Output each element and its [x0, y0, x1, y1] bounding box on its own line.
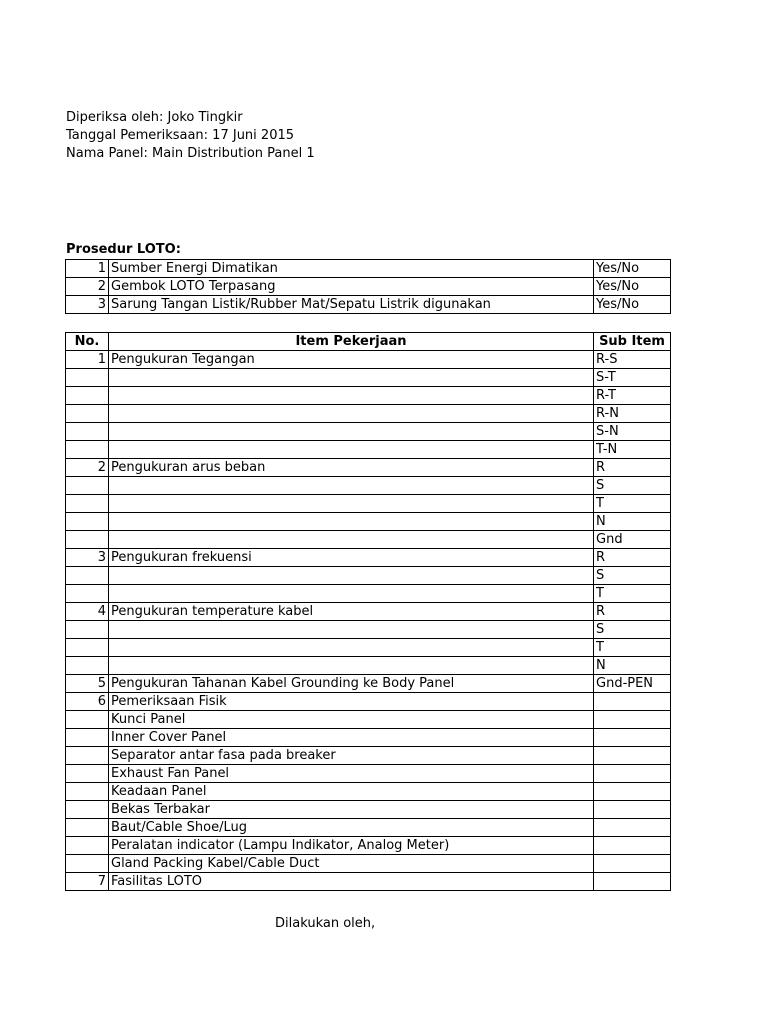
- table-row: [66, 621, 671, 639]
- sub-item-cell: [594, 729, 671, 747]
- row-number-cell: [66, 729, 109, 747]
- row-number-cell: [66, 423, 109, 441]
- row-number-cell: [66, 747, 109, 765]
- table-row: [66, 801, 671, 819]
- sub-item-cell: [594, 747, 671, 765]
- sub-item-cell: [594, 819, 671, 837]
- loto-procedure-table: [65, 259, 671, 314]
- row-number-cell: [66, 567, 109, 585]
- work-item-cell: Separator antar fasa pada breaker: [109, 747, 594, 765]
- sub-item-cell: S-N: [594, 423, 671, 441]
- table-row: [66, 783, 671, 801]
- work-item-cell: Pengukuran Tegangan: [109, 351, 594, 369]
- sub-item-cell: T: [594, 495, 671, 513]
- sub-item-cell: T: [594, 585, 671, 603]
- panel-name-line: Nama Panel: Main Distribution Panel 1: [66, 146, 315, 161]
- row-number-cell: [66, 585, 109, 603]
- row-number-cell: [66, 513, 109, 531]
- table-row: [66, 873, 671, 891]
- row-number-cell: 3: [66, 549, 109, 567]
- table-row: [66, 477, 671, 495]
- row-number-cell: 3: [66, 296, 109, 314]
- table-row: [66, 513, 671, 531]
- table-row: [66, 837, 671, 855]
- yes-no-cell: Yes/No: [594, 260, 671, 278]
- table-row: [66, 423, 671, 441]
- row-number-cell: [66, 621, 109, 639]
- row-number-cell: [66, 783, 109, 801]
- work-item-cell: [109, 369, 594, 387]
- work-item-cell: [109, 567, 594, 585]
- inspection-date-line: Tanggal Pemeriksaan: 17 Juni 2015: [66, 128, 295, 143]
- table-header-row: [66, 333, 671, 351]
- sub-item-cell: S: [594, 621, 671, 639]
- row-number-cell: 1: [66, 260, 109, 278]
- sub-item-cell: T-N: [594, 441, 671, 459]
- table-row: [66, 549, 671, 567]
- sub-item-cell: [594, 783, 671, 801]
- sub-item-cell: [594, 765, 671, 783]
- table-row: [66, 351, 671, 369]
- signature-label: Dilakukan oleh,: [275, 916, 376, 931]
- work-item-cell: [109, 531, 594, 549]
- row-number-cell: [66, 765, 109, 783]
- table-row: [66, 369, 671, 387]
- work-item-cell: Bekas Terbakar: [109, 801, 594, 819]
- work-item-cell: [109, 477, 594, 495]
- sub-item-cell: R: [594, 459, 671, 477]
- sub-item-cell: N: [594, 657, 671, 675]
- work-item-cell: Pengukuran frekuensi: [109, 549, 594, 567]
- table-row: [66, 747, 671, 765]
- sub-item-cell: T: [594, 639, 671, 657]
- table-row: [66, 639, 671, 657]
- row-number-cell: 7: [66, 873, 109, 891]
- table-row: [66, 819, 671, 837]
- yes-no-cell: Yes/No: [594, 296, 671, 314]
- sub-item-cell: [594, 693, 671, 711]
- table-row: [66, 567, 671, 585]
- table-row: [66, 260, 671, 278]
- row-number-cell: [66, 837, 109, 855]
- table-row: [66, 531, 671, 549]
- table-row: [66, 387, 671, 405]
- row-number-cell: [66, 639, 109, 657]
- work-item-cell: [109, 513, 594, 531]
- row-number-cell: [66, 711, 109, 729]
- column-header-no: No.: [66, 333, 109, 351]
- work-item-cell: Exhaust Fan Panel: [109, 765, 594, 783]
- row-number-cell: [66, 819, 109, 837]
- column-header-sub-item: Sub Item: [594, 333, 671, 351]
- row-number-cell: [66, 495, 109, 513]
- procedure-item-cell: Sumber Energi Dimatikan: [109, 260, 594, 278]
- row-number-cell: [66, 405, 109, 423]
- table-row: [66, 296, 671, 314]
- row-number-cell: [66, 531, 109, 549]
- sub-item-cell: Gnd-PEN: [594, 675, 671, 693]
- table-row: [66, 855, 671, 873]
- sub-item-cell: [594, 801, 671, 819]
- work-item-cell: Pengukuran Tahanan Kabel Grounding ke Body Panel: [109, 675, 594, 693]
- work-item-cell: Peralatan indicator (Lampu Indikator, Analog Meter): [109, 837, 594, 855]
- row-number-cell: 6: [66, 693, 109, 711]
- table-row: [66, 657, 671, 675]
- inspector-line: Diperiksa oleh: Joko Tingkir: [66, 110, 243, 125]
- procedure-item-cell: Sarung Tangan Listik/Rubber Mat/Sepatu Listrik digunakan: [109, 296, 594, 314]
- sub-item-cell: R-N: [594, 405, 671, 423]
- sub-item-cell: [594, 711, 671, 729]
- sub-item-cell: [594, 837, 671, 855]
- row-number-cell: [66, 387, 109, 405]
- sub-item-cell: R: [594, 549, 671, 567]
- work-item-cell: [109, 657, 594, 675]
- row-number-cell: [66, 801, 109, 819]
- work-item-cell: Kunci Panel: [109, 711, 594, 729]
- sub-item-cell: N: [594, 513, 671, 531]
- work-item-cell: Baut/Cable Shoe/Lug: [109, 819, 594, 837]
- work-item-cell: Gland Packing Kabel/Cable Duct: [109, 855, 594, 873]
- work-item-cell: Inner Cover Panel: [109, 729, 594, 747]
- column-header-item: Item Pekerjaan: [109, 333, 594, 351]
- work-item-cell: [109, 405, 594, 423]
- table-row: [66, 495, 671, 513]
- work-item-cell: [109, 495, 594, 513]
- table-row: [66, 729, 671, 747]
- table-row: [66, 675, 671, 693]
- loto-section-title: Prosedur LOTO:: [66, 242, 181, 257]
- work-items-table: [65, 332, 671, 891]
- row-number-cell: 2: [66, 278, 109, 296]
- table-row: [66, 278, 671, 296]
- row-number-cell: [66, 441, 109, 459]
- sub-item-cell: S-T: [594, 369, 671, 387]
- work-item-cell: [109, 585, 594, 603]
- row-number-cell: [66, 657, 109, 675]
- sub-item-cell: S: [594, 477, 671, 495]
- work-item-cell: [109, 387, 594, 405]
- work-item-cell: [109, 423, 594, 441]
- row-number-cell: [66, 855, 109, 873]
- work-item-cell: Fasilitas LOTO: [109, 873, 594, 891]
- table-row: [66, 585, 671, 603]
- table-row: [66, 603, 671, 621]
- table-row: [66, 441, 671, 459]
- procedure-item-cell: Gembok LOTO Terpasang: [109, 278, 594, 296]
- table-row: [66, 711, 671, 729]
- yes-no-cell: Yes/No: [594, 278, 671, 296]
- row-number-cell: 1: [66, 351, 109, 369]
- work-item-cell: [109, 639, 594, 657]
- sub-item-cell: R-S: [594, 351, 671, 369]
- work-item-cell: Pengukuran temperature kabel: [109, 603, 594, 621]
- work-item-cell: [109, 441, 594, 459]
- row-number-cell: [66, 477, 109, 495]
- sub-item-cell: R: [594, 603, 671, 621]
- table-row: [66, 405, 671, 423]
- sub-item-cell: [594, 855, 671, 873]
- work-item-cell: Pengukuran arus beban: [109, 459, 594, 477]
- work-item-cell: Keadaan Panel: [109, 783, 594, 801]
- work-item-cell: Pemeriksaan Fisik: [109, 693, 594, 711]
- work-item-cell: [109, 621, 594, 639]
- row-number-cell: 5: [66, 675, 109, 693]
- sub-item-cell: S: [594, 567, 671, 585]
- row-number-cell: 2: [66, 459, 109, 477]
- table-row: [66, 459, 671, 477]
- table-row: [66, 765, 671, 783]
- row-number-cell: 4: [66, 603, 109, 621]
- sub-item-cell: R-T: [594, 387, 671, 405]
- sub-item-cell: Gnd: [594, 531, 671, 549]
- sub-item-cell: [594, 873, 671, 891]
- row-number-cell: [66, 369, 109, 387]
- document-header: [66, 109, 315, 163]
- table-row: [66, 693, 671, 711]
